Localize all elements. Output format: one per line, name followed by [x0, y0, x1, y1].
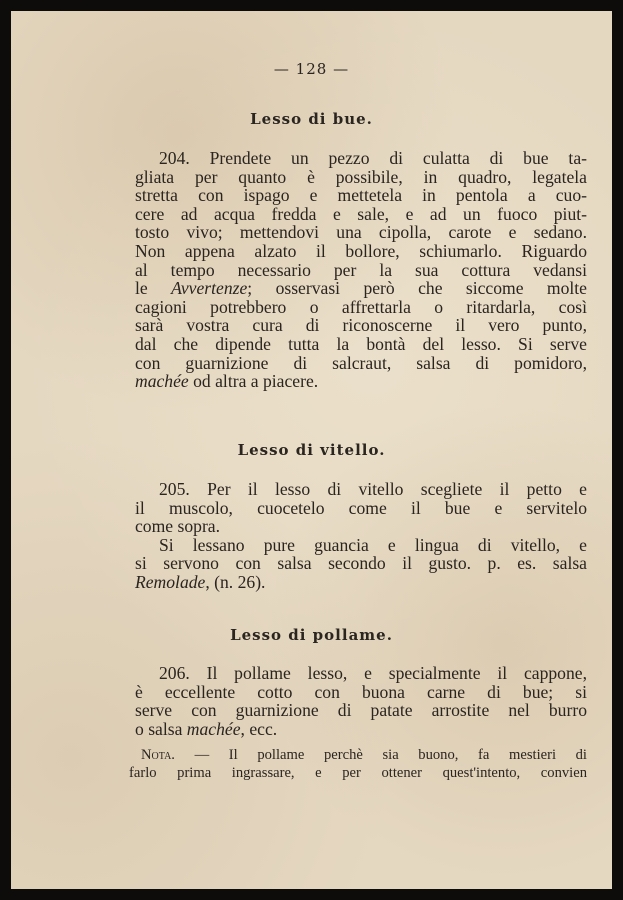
text-line: dal che dipende tutta la bontà del lesso. Si serve: [135, 333, 587, 354]
text-line: sarà vostra cura di riconoscerne il vero punto,: [135, 315, 587, 336]
text-line: o salsa machée, ecc.: [135, 718, 278, 739]
text-line: 204. Prendete un pezzo di culatta di bue ta-: [159, 148, 587, 168]
text-line: stretta con ispago e mettetela in pentola a cuo-: [135, 185, 587, 206]
text-line: Non appena alzato il bollore, schiumarlo. Riguardo: [135, 240, 587, 261]
text-line: tosto vivo; mettendovi una cipolla, carote e sedano.: [135, 222, 587, 243]
text-line: il muscolo, cuocetelo come il bue e servitelo: [135, 497, 587, 518]
text-line: 205. Per il lesso di vitello scegliete il petto e: [159, 479, 587, 499]
recipe-204-paragraph: [135, 149, 587, 391]
text-line: con guarnizione di salcraut, salsa di pomidoro,: [135, 352, 587, 373]
recipe-206-paragraph: [135, 664, 587, 738]
text-line: è eccellente cotto con buona carne di bue; si: [135, 681, 587, 702]
text-line: come sopra.: [135, 516, 221, 537]
text-line: cere ad acqua fredda e sale, e ad un fuoco piut-: [135, 203, 587, 224]
note-text: — Il pollame perchè sia buono, fa mestieri di: [174, 747, 587, 763]
text-line: machée od altra a piacere.: [135, 371, 319, 392]
text-line: si servono con salsa secondo il gusto. p. es. salsa: [135, 553, 587, 574]
note-line: farlo prima ingrassare, e per ottener quest'intento, convien: [129, 765, 587, 781]
page-number: — 128 —: [273, 60, 350, 78]
text-line: 206. Il pollame lesso, e specialmente il cappone,: [159, 663, 587, 683]
text-line: Remolade, (n. 26).: [135, 571, 266, 592]
text-line: cagioni potrebbero o affrettarla o ritardarla, così: [135, 296, 587, 317]
text-line: al tempo necessario per la sua cottura vedansi: [135, 259, 587, 280]
section-heading-lesso-di-bue: Lesso di bue.: [250, 110, 373, 128]
note-label: Nota.: [141, 747, 175, 763]
text-line: gliata per quanto è possibile, in quadro, legatela: [135, 166, 587, 187]
note-line: [129, 746, 587, 764]
text-line: serve con guarnizione di patate arrostite nel burro: [135, 700, 587, 721]
section-heading-lesso-di-pollame: Lesso di pollame.: [230, 626, 393, 644]
book-page: [11, 11, 612, 889]
text-line: le Avvertenze; osservasi però che siccome molte: [135, 278, 587, 299]
text-line: Si lessano pure guancia e lingua di vitello, e: [159, 534, 587, 555]
recipe-205-paragraph: [135, 480, 587, 592]
section-heading-lesso-di-vitello: Lesso di vitello.: [237, 441, 386, 459]
note-paragraph: [129, 746, 587, 782]
